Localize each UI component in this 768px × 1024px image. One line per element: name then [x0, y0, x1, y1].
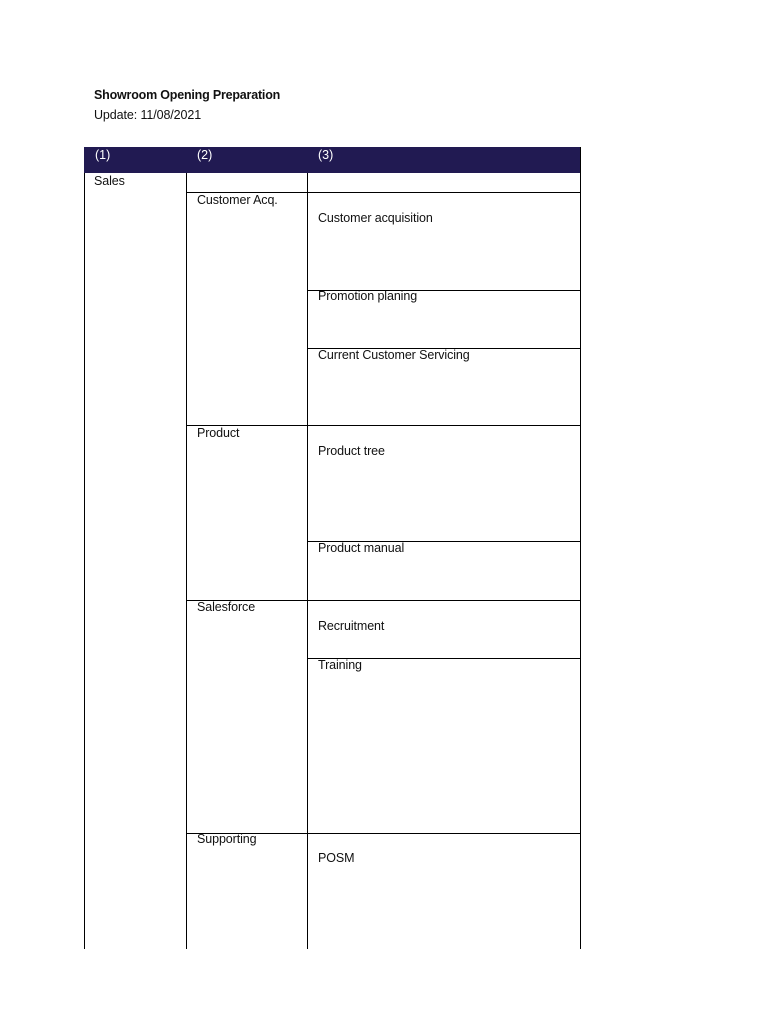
item-posm: POSM [318, 851, 355, 865]
item-product-manual: Product manual [318, 541, 405, 555]
item-product-tree: Product tree [318, 444, 385, 458]
row-divider [186, 425, 581, 426]
header-cell-2 [186, 147, 308, 173]
group-supporting: Supporting [197, 832, 257, 846]
grid-line [84, 173, 85, 949]
header-label-1: (1) [95, 148, 111, 162]
header-label-2: (2) [197, 148, 213, 162]
document-title: Showroom Opening Preparation [94, 88, 281, 102]
update-date: Update: 11/08/2021 [94, 108, 202, 122]
header-cell-1 [84, 147, 187, 173]
item-recruitment: Recruitment [318, 619, 385, 633]
group-salesforce: Salesforce [197, 600, 256, 614]
item-promotion-planing: Promotion planing [318, 289, 418, 303]
item-current-customer-servicing: Current Customer Servicing [318, 348, 470, 362]
item-customer-acquisition: Customer acquisition [318, 211, 433, 225]
header-label-3: (3) [318, 148, 334, 162]
group-customer-acq: Customer Acq. [197, 193, 278, 207]
header-cell-3 [307, 147, 581, 173]
group-product: Product [197, 426, 240, 440]
item-training: Training [318, 658, 362, 672]
preparation-table [84, 147, 581, 949]
category-sales: Sales [94, 174, 125, 188]
